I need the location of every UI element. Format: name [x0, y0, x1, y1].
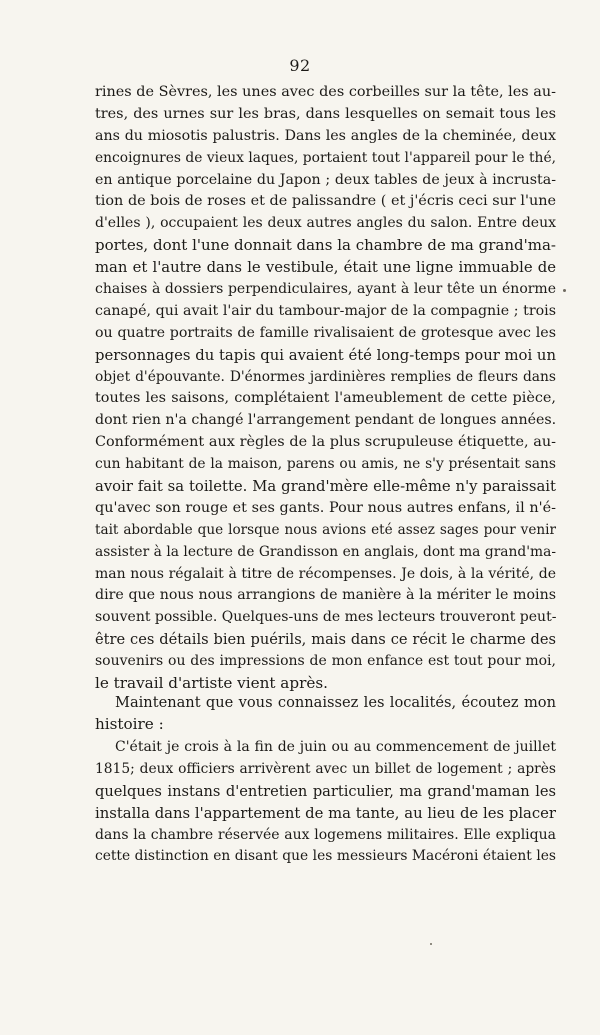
- text-line: personnages du tapis qui avaient été long-temps pour moi un: [95, 346, 556, 364]
- text-line: 1815; deux officiers arrivèrent avec un billet de logement ; après: [95, 760, 556, 777]
- text-line: Conformément aux règles de la plus scrupuleuse étiquette, au-: [95, 434, 556, 451]
- text-line: chaises à dossiers perpendiculaires, ayant à leur tête un énorme: [95, 281, 556, 298]
- text-line: qu'avec son rouge et ses gants. Pour nous autres enfans, il n'é-: [95, 499, 556, 516]
- text-line: quelques instans d'entretien particulier, ma grand'maman les: [95, 782, 556, 800]
- text-line: dont rien n'a changé l'arrangement pendant de longues années.: [95, 412, 557, 429]
- text-line: tait abordable que lorsque nous avions eté assez sages pour venir: [95, 521, 556, 538]
- text-line: souvent possible. Quelques-uns de mes lecteurs trouveront peut-: [95, 609, 557, 626]
- text-line: souvenirs ou des impressions de mon enfance est tout pour moi,: [95, 653, 556, 670]
- text-line: d'elles ), occupaient les deux autres angles du salon. Entre deux: [95, 215, 556, 232]
- paragraph-3: [95, 737, 556, 868]
- text-line: en antique porcelaine du Japon ; deux tables de jeux à incrusta-: [95, 171, 556, 188]
- paragraph-2: [95, 692, 556, 736]
- text-line: tres, des urnes sur les bras, dans lesquelles on semait tous les: [95, 105, 556, 122]
- text-line: installa dans l'appartement de ma tante, au lieu de les placer: [95, 804, 556, 822]
- text-line: cun habitant de la maison, parens ou amis, ne s'y présentait sans: [95, 456, 556, 473]
- text-line: encoignures de vieux laques, portaient tout l'appareil pour le thé,: [95, 149, 556, 166]
- print-speck: [430, 943, 432, 945]
- text-line: C'était je crois à la fin de juin ou au commencement de juillet: [115, 739, 556, 755]
- text-line: tion de bois de roses et de palissandre ( et j'écris ceci sur l'une: [95, 193, 556, 210]
- text-line: man et l'autre dans le vestibule, était une ligne immuable de: [95, 259, 556, 277]
- print-speck: [563, 289, 566, 292]
- text-line: dans la chambre réservée aux logemens militaires. Elle expliqua: [95, 826, 556, 843]
- text-line: histoire :: [95, 714, 164, 733]
- text-line: dire que nous nous arrangions de manière à la mériter le moins: [95, 587, 556, 604]
- text-line: cette distinction en disant que les messieurs Macéroni étaient les: [95, 848, 556, 865]
- text-line: portes, dont l'une donnait dans la chambre de ma grand'ma-: [95, 236, 556, 255]
- text-line: objet d'épouvante. D'énormes jardinières remplies de fleurs dans: [95, 368, 556, 385]
- text-line: ans du miosotis palustris. Dans les angles de la cheminée, deux: [95, 127, 556, 144]
- text-line: être ces détails bien puérils, mais dans ce récit le charme des: [95, 631, 556, 649]
- text-line: avoir fait sa toilette. Ma grand'mère elle-même n'y paraissait: [95, 478, 556, 496]
- text-line: rines de Sèvres, les unes avec des corbeilles sur la tête, les au-: [95, 84, 556, 100]
- text-line: le travail d'artiste vient après.: [95, 674, 328, 693]
- text-line: man nous régalait à titre de récompenses. Je dois, à la vérité, de: [95, 565, 556, 582]
- text-line: toutes les saisons, complétaient l'ameublement de cette pièce,: [95, 390, 556, 407]
- text-line: ou quatre portraits de famille rivalisaient de grotesque avec les: [95, 324, 556, 341]
- text-line: Maintenant que vous connaissez les localités, écoutez mon: [115, 694, 556, 711]
- text-line: assister à la lecture de Grandisson en anglais, dont ma grand'ma-: [95, 543, 556, 560]
- paragraph-1: [95, 82, 556, 695]
- text-line: canapé, qui avait l'air du tambour-major de la compagnie ; trois: [95, 302, 556, 319]
- page-number: 92: [289, 56, 311, 75]
